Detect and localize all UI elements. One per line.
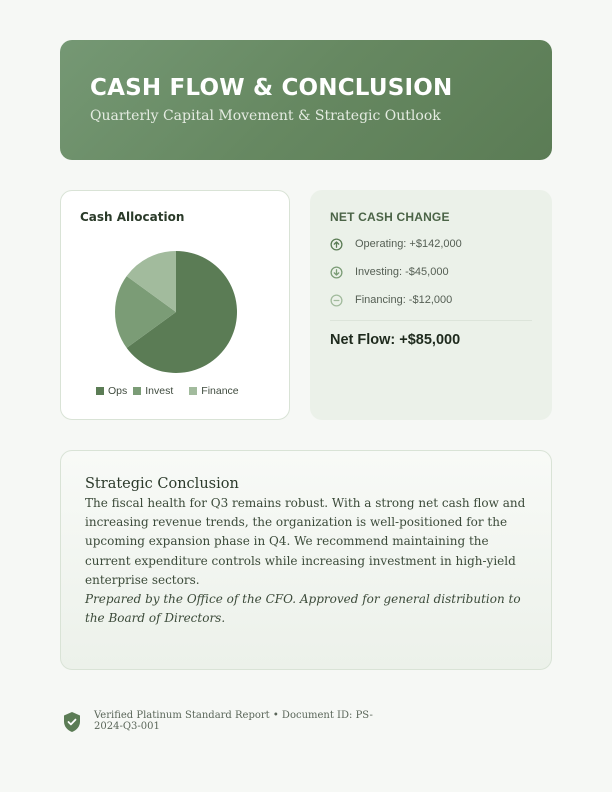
chart-legend xyxy=(96,385,245,397)
legend-item-ops xyxy=(96,385,127,397)
arrow-up-circle-icon xyxy=(330,238,343,251)
net-item-financing xyxy=(330,292,532,308)
legend-swatch xyxy=(189,387,197,395)
net-flow-total: Net Flow: +$85,000 xyxy=(330,332,461,348)
conclusion-signature: Prepared by the Office of the CFO. Approved for general distribution to the Board of Directors. xyxy=(85,592,521,626)
cash-allocation-card xyxy=(60,190,290,420)
chart-title: Cash Allocation xyxy=(80,210,185,224)
divider xyxy=(330,320,532,321)
legend-item-finance xyxy=(189,385,238,397)
conclusion-title: Strategic Conclusion xyxy=(85,476,239,492)
conclusion-body: The fiscal health for Q3 remains robust. With a strong net cash flow and increasing revenue trends, the organization is well-positioned for the upcoming expansion phase in Q4. We recommend maintaining the current expenditure controls while increasing investment in high-yield enterprise sectors. xyxy=(85,496,526,587)
pie-chart xyxy=(114,250,238,374)
legend-label: Finance xyxy=(201,385,239,397)
arrow-down-circle-icon xyxy=(330,266,343,279)
legend-label: Ops xyxy=(108,385,128,397)
footer xyxy=(62,710,389,733)
net-item-label: Investing: -$45,000 xyxy=(355,266,449,278)
page-title: CASH FLOW & CONCLUSION xyxy=(90,75,453,101)
legend-label: Invest xyxy=(145,385,174,397)
net-cash-title: NET CASH CHANGE xyxy=(330,210,450,224)
net-item-label: Financing: -$12,000 xyxy=(355,294,453,306)
minus-circle-icon xyxy=(330,294,343,307)
strategic-conclusion-card xyxy=(60,450,552,670)
net-item-operating xyxy=(330,236,532,252)
net-item-investing xyxy=(330,264,532,280)
legend-swatch xyxy=(96,387,104,395)
net-cash-change-card xyxy=(310,190,552,420)
page-subtitle: Quarterly Capital Movement & Strategic Outlook xyxy=(90,108,441,124)
legend-swatch xyxy=(133,387,141,395)
shield-check-icon xyxy=(62,711,82,733)
page-header xyxy=(60,40,552,160)
legend-item-invest xyxy=(133,385,173,397)
footer-verification-text: Verified Platinum Standard Report • Document ID: PS-2024-Q3-001 xyxy=(94,710,373,732)
net-item-label: Operating: +$142,000 xyxy=(355,238,462,250)
